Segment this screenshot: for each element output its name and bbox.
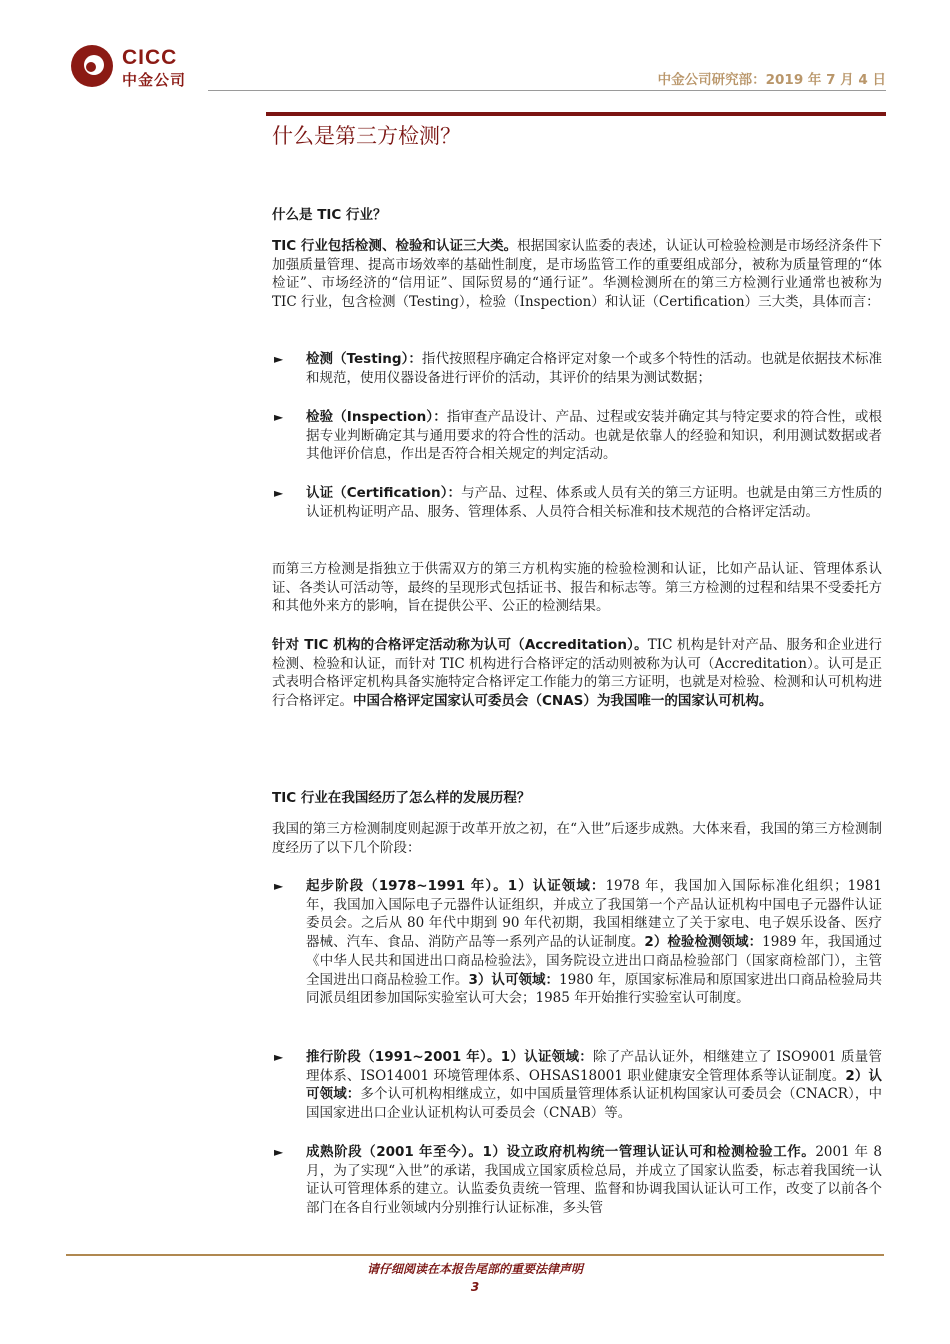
paragraph-third-party: 而第三方检测是指独立于供需双方的第三方机构实施的检验检测和认证，比如产品认证、管理体系认证、各类认可活动等，最终的呈现形式包括证书、报告和标志等。第三方检测的过程和结果不受委托方和其他外来方的影响，旨在提供公平、公正的检测结果。: [272, 561, 882, 615]
definition-testing: 指代按照程序确定合格评定对象一个或多个特性的活动。也就是依据技术标准和规范，使用仪器设备进行评价的活动，其评价的结果为测试数据；: [306, 351, 883, 386]
stage-lead: 成熟阶段（2001 年至今）。1）设立政府机构统一管理认证认可和检测检验工作。: [306, 1144, 816, 1160]
list-item-text: [306, 1048, 882, 1123]
list-item-text: [306, 1143, 882, 1218]
paragraph-tic-intro: [272, 237, 882, 312]
term-certification: 认证（Certification）：: [306, 485, 462, 501]
stage-lead: 3）认可领域：: [468, 971, 560, 988]
term-testing: 检测（Testing）：: [306, 351, 422, 367]
logo-text-cn: 中金公司: [122, 71, 187, 89]
stage-body: 1978 年，我国加入国际标准化组织；1981 年，我国加入国际电子元器件认证组织，并成立了我国第一个产品认证机构中国电子元器件认证委员会。之后从 80 年代中期到 90 年代初期，我国相继建立了关于家电、电子娱乐设备、医疗器械、汽车、食品、消防产品等一系列产品的认证制度。: [306, 878, 882, 951]
paragraph-history-intro: 我国的第三方检测制度则起源于改革开放之初，在“入世”后逐步成熟。大体来看，我国的第三方检测制度经历了以下几个阶段：: [272, 821, 882, 856]
triangle-bullet-icon: ►: [274, 486, 284, 500]
header-date: 中金公司研究部：2019 年 7 月 4 日: [657, 72, 886, 88]
stage-body: 2001 年 8 月，为了实现“入世”的承诺，我国成立国家质检总局，并成立了国家认监委，标志着我国统一认证认可管理体系的建立。认监委负责统一管理、监督和协调我国认证认可工作，改变了以前各个部门在各自行业领域内分别推行认证标准，多头管: [306, 1144, 882, 1217]
list-item-text: [306, 484, 882, 521]
term-inspection: 检验（Inspection）：: [306, 409, 447, 425]
stage-lead: 推行阶段（1991~2001 年）。1）认证领域：: [306, 1049, 593, 1065]
cicc-logo-icon: [70, 44, 114, 88]
paragraph-emphasis: 中国合格评定国家认可委员会（CNAS）为我国唯一的国家认可机构。: [353, 693, 773, 710]
triangle-bullet-icon: ►: [274, 1145, 284, 1159]
list-item-text: [306, 350, 882, 387]
stage-body: 多个认可机构相继成立，如中国质量管理体系认证机构国家认可委员会（CNACR），中国国家进出口企业认证机构认可委员会（CNAB）等。: [306, 1086, 883, 1122]
definition-certification: 与产品、过程、体系或人员有关的第三方证明。也就是由第三方性质的认证机构证明产品、服务、管理体系、人员符合相关标准和技术规范的合格评定活动。: [306, 485, 883, 520]
legal-notice: 请仔细阅读在本报告尾部的重要法律声明: [366, 1262, 583, 1276]
paragraph-body: TIC 机构是针对产品、服务和企业进行检测、检验和认证，而针对 TIC 机构进行合格评定的活动则被称为认可（Accreditation）。认可是正式表明合格评定机构具备实施特定合格评定工作能力的第三方证明，也就是对检验、检测和认可机构进行合格评定。: [272, 637, 882, 710]
title-divider: [266, 112, 886, 116]
definition-inspection: 指审查产品设计、产品、过程或安装并确定其与特定要求的符合性，或根据专业判断确定其与通用要求的符合性的活动。也就是依靠人的经验和知识，利用测试数据或者其他评价信息，作出是否符合相关规定的判定活动。: [306, 409, 882, 463]
stage-lead: 起步阶段（1978~1991 年）。1）认证领域：: [306, 878, 606, 894]
section-heading-history: TIC 行业在我国经历了怎么样的发展历程？: [272, 790, 531, 806]
triangle-bullet-icon: ►: [274, 410, 284, 424]
header-divider: [208, 90, 886, 91]
paragraph-lead: 针对 TIC 机构的合格评定活动称为认可（Accreditation）。: [272, 637, 648, 653]
stage-body: 除了产品认证外，相继建立了 ISO9001 质量管理体系、ISO14001 环境管理体系、OHSAS18001 职业健康安全管理体系等认证制度。: [306, 1049, 882, 1084]
triangle-bullet-icon: ►: [274, 879, 284, 893]
list-item-text: [306, 877, 882, 1008]
stage-body: 1989 年，我国通过《中华人民共和国进出口商品检验法》，国务院设立进出口商品检验部门（国家商检部门），主管全国进出口商品检验工作。: [306, 934, 882, 988]
page-title: 什么是第三方检测？: [272, 124, 461, 148]
section-heading-tic: 什么是 TIC 行业？: [272, 207, 387, 223]
logo-text-en: CICC: [122, 46, 178, 69]
stage-body: 1980 年，原国家标准局和原国家进出口商品检验局共同派员组团参加国际实验室认可大会；1985 年开始推行实验室认可制度。: [306, 971, 882, 1007]
triangle-bullet-icon: ►: [274, 352, 284, 366]
triangle-bullet-icon: ►: [274, 1050, 284, 1064]
paragraph-body: 根据国家认监委的表述，认证认可检验检测是市场经济条件下加强质量管理、提高市场效率的基础性制度，是市场监管工作的重要组成部分，被称为质量管理的“体检证”、市场经济的“信用证”、国际贸易的“通行证”。华测检测所在的第三方检测行业通常也被称为 TIC 行业，包含检测（Testing），检验（Inspection）和认证（Certification）三大类，具体而言：: [272, 238, 883, 311]
stage-lead: 2）认可领域：: [306, 1067, 882, 1103]
paragraph-lead: TIC 行业包括检测、检验和认证三大类。: [272, 238, 518, 254]
page-number: 3: [470, 1280, 480, 1294]
paragraph-accreditation: [272, 636, 882, 711]
list-item-text: [306, 408, 882, 464]
stage-lead: 2）检验检测领域：: [644, 934, 763, 951]
footer-divider: [66, 1254, 884, 1256]
